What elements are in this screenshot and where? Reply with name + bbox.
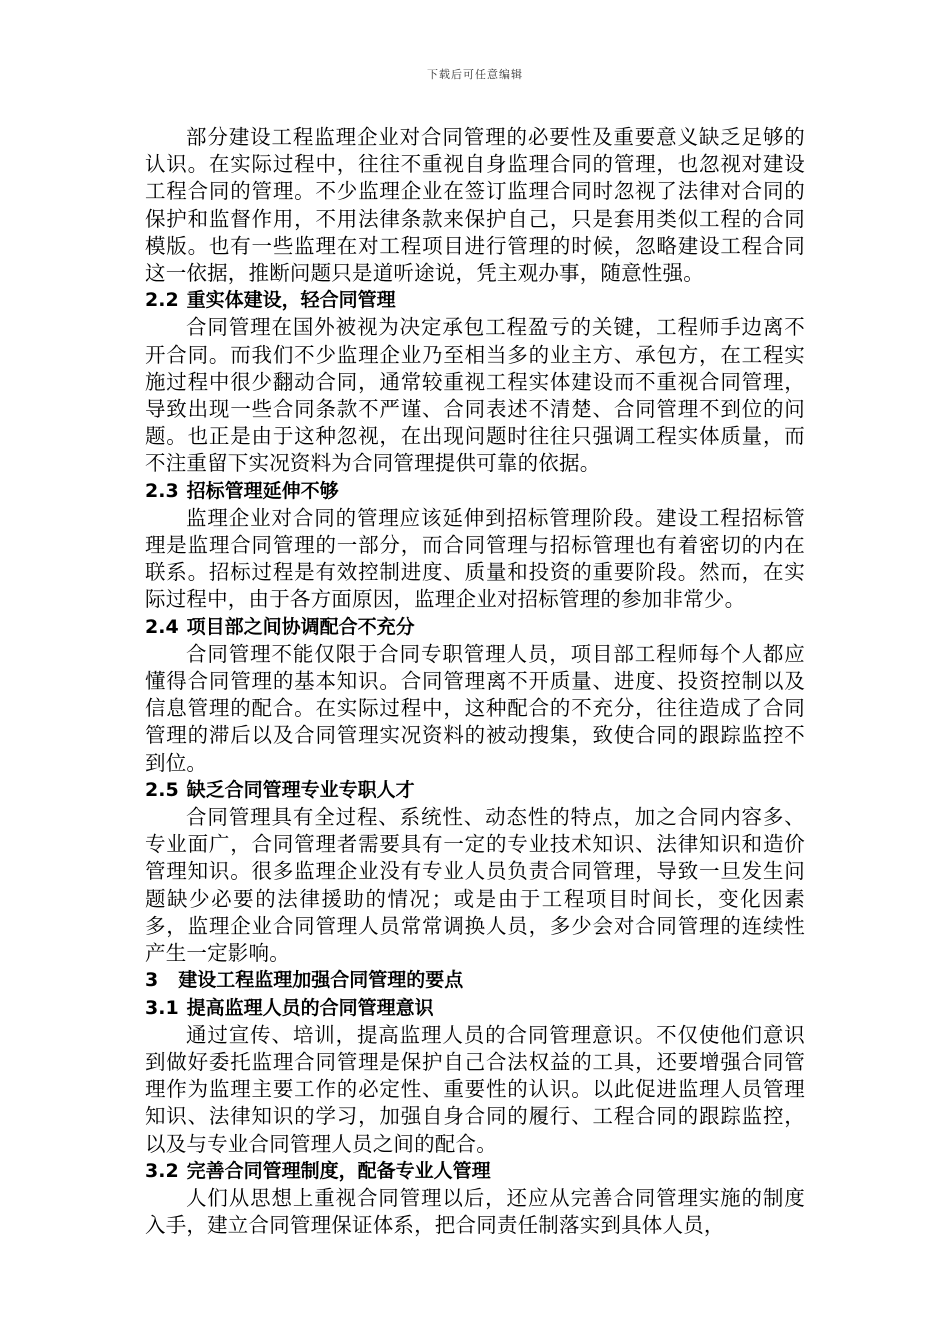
chapter-number: 3 <box>145 969 159 992</box>
paragraph: 人们从思想上重视合同管理以后，还应从完善合同管理实施的制度入手，建立合同管理保证体系，把合同责任制落实到具体人员， <box>145 1185 805 1238</box>
paragraph: 通过宣传、培训，提高监理人员的合同管理意识。不仅使他们意识到做好委托监理合同管理是保护自己合法权益的工具，还要增强合同管理作为监理主要工作的必定性、重要性的认识。以此促进监理人员管理知识、法律知识的学习，加强自身合同的履行、工程合同的跟踪监控，以及与专业合同管理人员之间的配合。 <box>145 1022 805 1156</box>
section-number: 3.1 <box>145 996 179 1019</box>
paragraph: 合同管理具有全过程、系统性、动态性的特点，加之合同内容多、专业面广，合同管理者需要具有一定的专业技术知识、法律知识和造价管理知识。很多监理企业没有专业人员负责合同管理，导致一旦发生问题缺少必要的法律援助的情况；或是由于工程项目时间长，变化因素多，监理企业合同管理人员常常调换人员，多少会对合同管理的连续性产生一定影响。 <box>145 805 805 966</box>
section-title: 重实体建设，轻合同管理 <box>186 289 396 312</box>
document-body <box>145 124 805 1239</box>
section-title: 完善合同管理制度，配备专业人管理 <box>186 1159 491 1182</box>
section-heading <box>145 287 805 314</box>
section-number: 3.2 <box>145 1159 179 1182</box>
chapter-title: 建设工程监理加强合同管理的要点 <box>178 969 464 992</box>
section-heading <box>145 478 805 505</box>
section-heading <box>145 1158 805 1185</box>
section-title: 缺乏合同管理专业专职人才 <box>186 778 415 801</box>
section-heading <box>145 995 805 1022</box>
chapter-heading <box>145 967 805 994</box>
section-number: 2.2 <box>145 289 179 312</box>
paragraph: 合同管理不能仅限于合同专职管理人员，项目部工程师每个人都应懂得合同管理的基本知识。合同管理离不开质量、进度、投资控制以及信息管理的配合。在实际过程中，这种配合的不充分，往往造成了合同管理的滞后以及合同管理实况资料的被动搜集，致使合同的跟踪监控不到位。 <box>145 641 805 775</box>
section-heading <box>145 614 805 641</box>
page-header: 下载后可任意编辑 <box>427 68 523 81</box>
paragraph: 部分建设工程监理企业对合同管理的必要性及重要意义缺乏足够的认识。在实际过程中，往往不重视自身监理合同的管理，也忽视对建设工程合同的管理。不少监理企业在签订监理合同时忽视了法律对合同的保护和监督作用，不用法律条款来保护自己，只是套用类似工程的合同模版。也有一些监理在对工程项目进行管理的时候，忽略建设工程合同这一依据，推断问题只是道听途说，凭主观办事，随意性强。 <box>145 125 805 286</box>
section-number: 2.4 <box>145 615 179 638</box>
section-title: 招标管理延伸不够 <box>186 479 339 502</box>
section-number: 2.5 <box>145 778 179 801</box>
paragraph: 监理企业对合同的管理应该延伸到招标管理阶段。建设工程招标管理是监理合同管理的一部分，而合同管理与招标管理也有着密切的内在联系。招标过程是有效控制进度、质量和投资的重要阶段。然而，在实际过程中，由于各方面原因，监理企业对招标管理的参加非常少。 <box>145 505 805 612</box>
section-title: 项目部之间协调配合不充分 <box>186 615 415 638</box>
section-title: 提高监理人员的合同管理意识 <box>186 996 434 1019</box>
section-number: 2.3 <box>145 479 179 502</box>
paragraph: 合同管理在国外被视为决定承包工程盈亏的关键，工程师手边离不开合同。而我们不少监理企业乃至相当多的业主方、承包方，在工程实施过程中很少翻动合同，通常较重视工程实体建设而不重视合同管理，导致出现一些合同条款不严谨、合同表述不清楚、合同管理不到位的问题。也正是由于这种忽视，在出现问题时往往只强调工程实体质量，而不注重留下实况资料为合同管理提供可靠的依据。 <box>145 315 805 476</box>
section-heading <box>145 777 805 804</box>
